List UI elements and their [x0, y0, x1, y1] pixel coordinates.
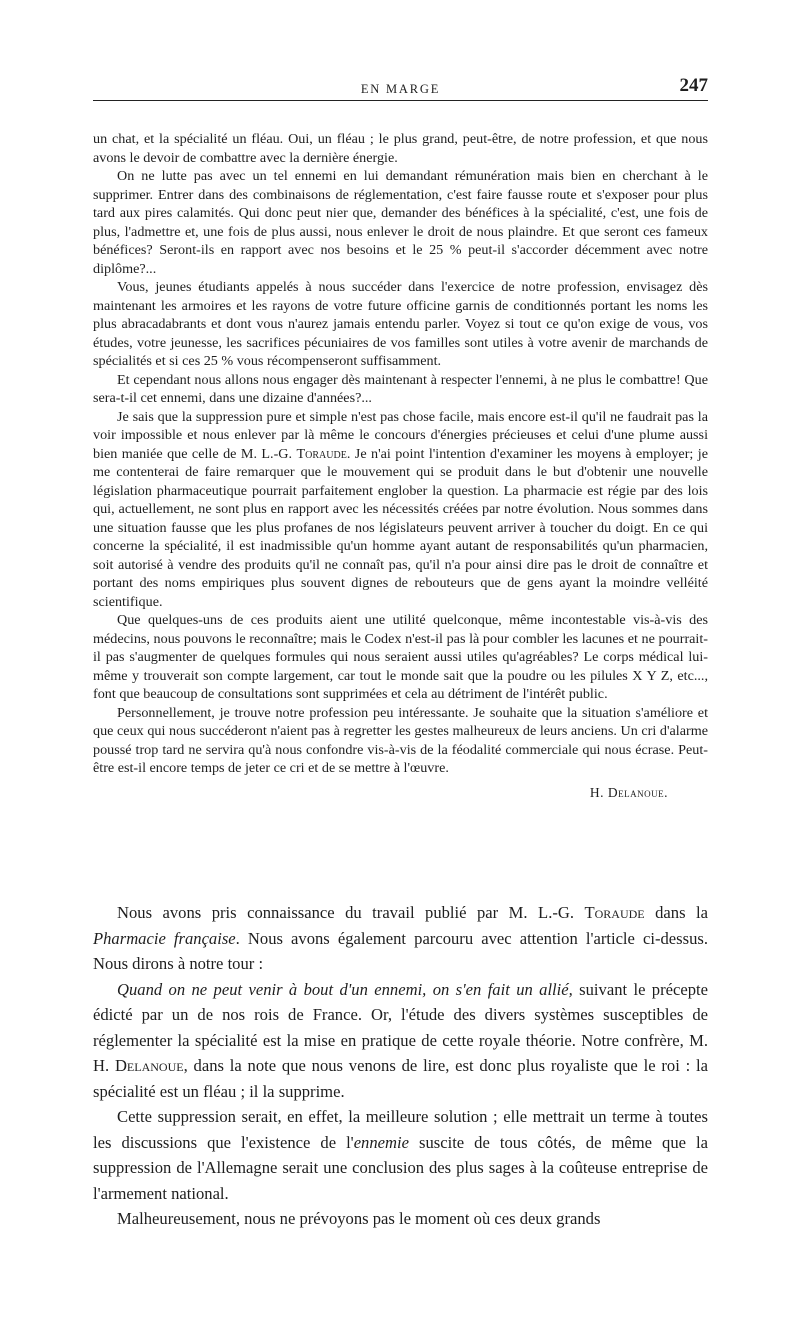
editorial-response: [93, 900, 708, 1232]
letter-paragraph-6: Que quelques-uns de ces produits aient une utilité quelconque, même incontestable vis-à-vis des médecins, nous pouvons le reconnaître; mais le Codex n'est-il pas là pour combler les lacunes et ne pourrait-il pas s'augmenter de quelques formules qui nous seraient aussi utiles qu'agréables? Le corps médical lui-même y trouverait son compte largement, car tout le monde sait que la poudre ou les pilules X Y Z, etc..., font que beaucoup de consultations sont supprimées et cela au détriment de l'intérêt public.: [93, 612, 708, 702]
letter-paragraph-4: Et cependant nous allons nous engager dès maintenant à respecter l'ennemi, à ne plus le combattre! Que sera-t-il cet ennemi, dans une dizaine d'années?...: [93, 371, 708, 406]
response-paragraph-2-end: , dans la note que nous venons de lire, est donc plus royaliste que le roi : la spécialité est un fléau ; il la supprime.: [93, 1056, 708, 1101]
response-paragraph-2-mid: suivant le précepte édicté par un de nos rois de France. Or, l'étude des divers systèmes susceptibles de réglementer la spécialité est la mise en pratique de cette royale théorie. Notre confrère, M. H.: [93, 979, 708, 1075]
author-name-toraude: Toraude: [296, 445, 347, 462]
response-paragraph-1: [93, 900, 708, 977]
letter-paragraph-5: [93, 408, 708, 612]
response-author-toraude: Toraude: [584, 903, 645, 922]
response-paragraph-4: Malheureusement, nous ne prévoyons pas le moment où ces deux grands: [117, 1209, 601, 1228]
letter-paragraph-7: Personnellement, je trouve notre profession peu intéressante. Je souhaite que la situation s'améliore et que ceux qui nous succéderont n'aient pas à regretter les gestes malheureux de leurs anciens. Un cri d'alarme poussé trop tard ne servira qu'à nous confondre vis-à-vis de la féodalité commerciale qui nous écrase. Peut-être est-il encore temps de jeter ce cri et de se mettre à l'œuvre.: [93, 704, 708, 776]
letter-signature: [93, 784, 708, 803]
letter-paragraph-5-end: . Je n'ai point l'intention d'examiner les moyens à employer; je me contenterai de faire remarquer que le mouvement qui se produit dans le but d'obtenir une nouvelle législation pharmaceutique pourrait parfaitement englober la question. La pharmacie est régie par des lois qui, actuellement, ne sont plus en rapport avec les nécessités créées par notre évolution. Nous sommes dans une situation fausse que les plus profanes de nos législateurs peuvent arriver à toucher du doigt. En ce qui concerne la spécialité, il est inadmissible qu'un homme ayant autant de responsabilités qu'un pharmacien, soit autorisé à vendre des produits qu'il ne connaît pas, qu'il n'a pour ainsi dire pas le droit de connaître et portant des noms empiriques plus souvent dignes de rebouteurs que de gens ayant la moindre velléité scientifique.: [93, 445, 709, 610]
response-paragraph-1-start: Nous avons pris connaissance du travail publié par M. L.-G.: [117, 903, 585, 922]
response-paragraph-3-start: Cette suppression serait, en effet, la meilleure solution ; elle mettrait un terme à toutes les discussions que l'existence de l': [93, 1107, 708, 1152]
letter-paragraph-3: Vous, jeunes étudiants appelés à nous succéder dans l'exercice de notre profession, envisagez dès maintenant les armoires et les rayons de votre future officine garnis de conditionnés portant les noms les plus abracadabrants et dont vous n'aurez jamais entendu parler. Voyez si tout ce qu'on exige de vous, vos études, votre jeunesse, les sacrifices pécuniaires de vos familles sont utiles à votre avenir de marchands de spécialités et si ces 25 % vous récompenseront suffisamment.: [93, 279, 708, 369]
response-author-delanoue: Delanoue: [114, 1056, 184, 1075]
response-paragraph-3-end: suscite de tous côtés, de même que la suppression de l'Allemagne serait une conclusion des plus sages à la coûteuse entreprise de l'armement national.: [93, 1132, 708, 1203]
letter-body: [93, 130, 708, 802]
letter-paragraph-1: un chat, et la spécialité un fléau. Oui, un fléau ; le plus grand, peut-être, de notre profession, et que nous avons le devoir de combattre avec la dernière énergie.: [93, 131, 708, 166]
response-paragraph-1-end: . Nous avons également parcouru avec attention l'article ci-dessus. Nous dirons à notre tour :: [93, 928, 708, 973]
royal-maxim: Quand on ne peut venir à bout d'un ennemi, on s'en fait un allié,: [117, 979, 573, 999]
page-header: [93, 68, 708, 101]
response-paragraph-1-mid: dans la: [644, 903, 708, 922]
ennemie-word: ennemie: [353, 1132, 409, 1152]
response-paragraph-3: [93, 1104, 708, 1206]
signature-name: Delanoue.: [607, 784, 668, 800]
letter-paragraph-2: On ne lutte pas avec un tel ennemi en lui demandant rémunération mais bien en cherchant à le supprimer. Entrer dans des combinaisons de réglementation, c'est faire fausse route et s'exposer pour plus tard aux pires calamités. Qui donc peut nier que, demander des bénéfices à la spécialité, c'est, une fois de plus, l'admettre et, une fois de plus aussi, nous enlever le droit de nous plaindre. Et que seront ces fameux bénéfices? Seront-ils en rapport avec nos besoins et le 25 % peut-il s'accorder décemment avec notre diplôme?...: [93, 168, 708, 277]
journal-title: Pharmacie française: [93, 928, 236, 948]
page-number: 247: [679, 75, 708, 96]
signature-initial: H.: [589, 784, 608, 800]
running-title: EN MARGE: [360, 82, 441, 96]
letter-paragraph-5-start: Je sais que la suppression pure et simple n'est pas chose facile, mais encore est-il qu'il ne faudrait pas la voir impossible et nous enlever par là même le concours d'énergies précieuses et celui d'une plume aussi bien maniée que celle de M. L.-G.: [93, 408, 708, 462]
response-paragraph-2: [93, 977, 708, 1105]
